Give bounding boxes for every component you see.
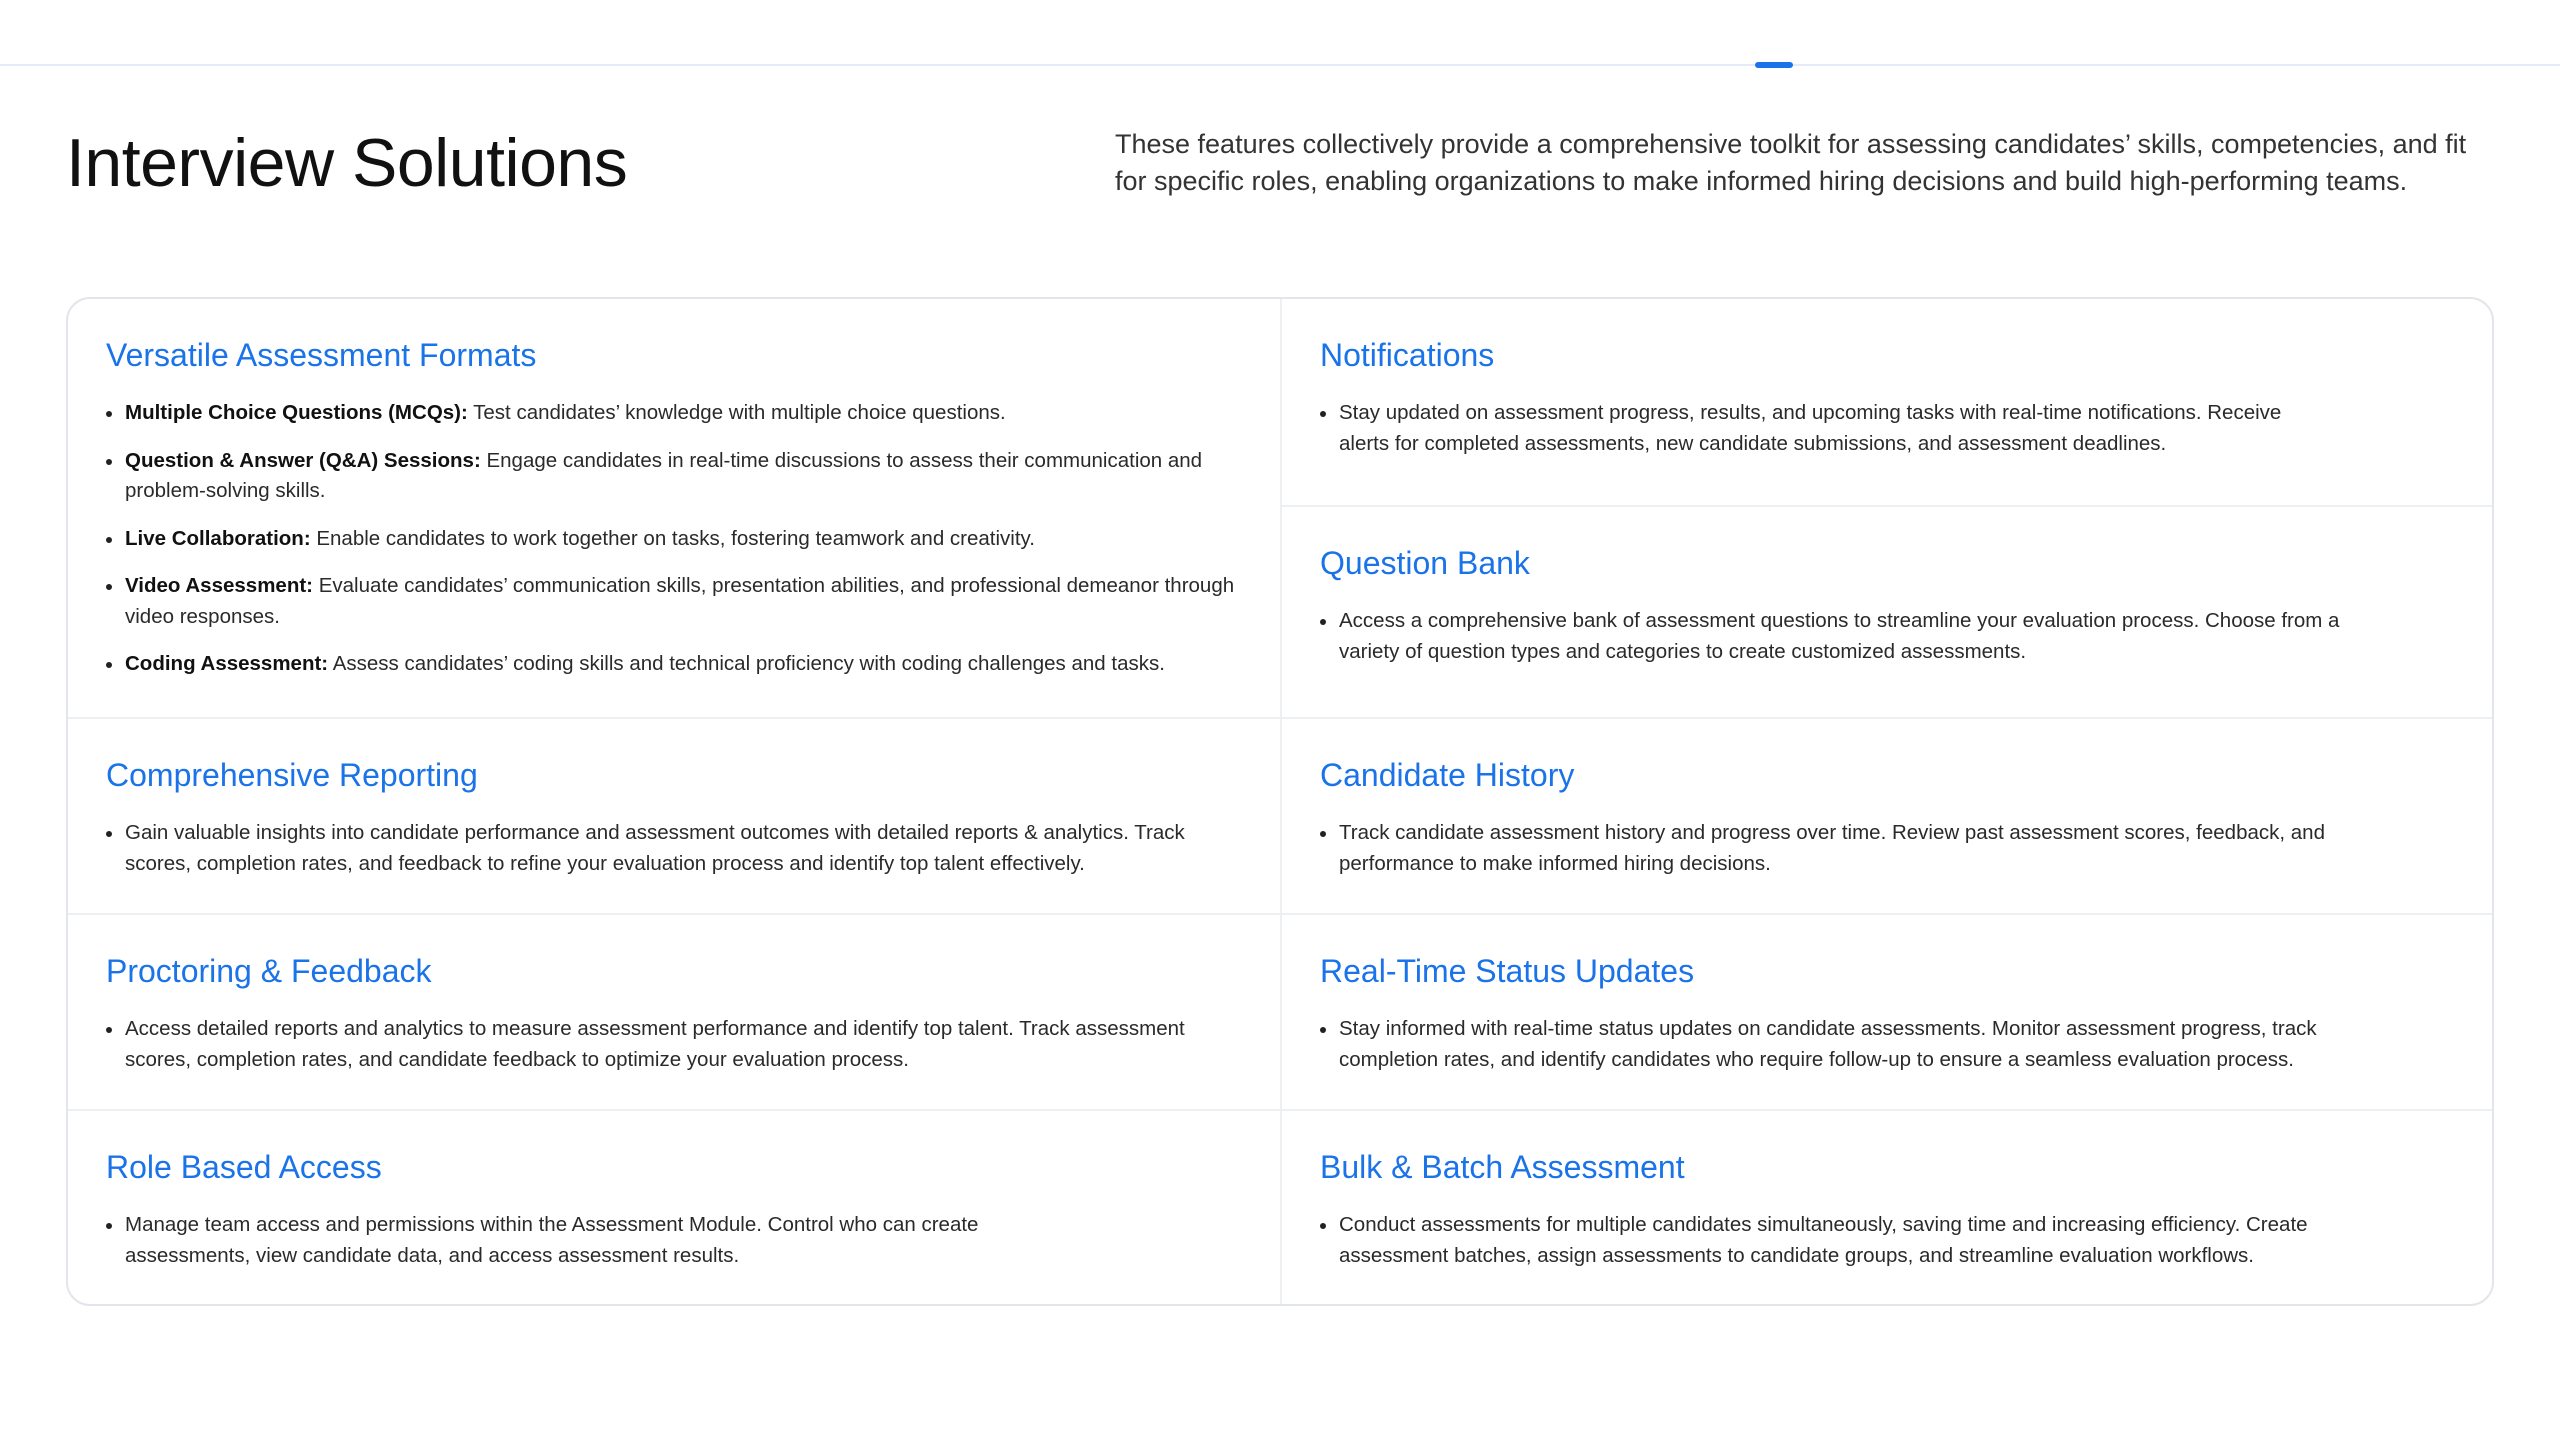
- feature-list: [1320, 1014, 2458, 1075]
- list-item: Track candidate assessment history and progress over time. Review past assessment scores, feedback, and performance to make informed hiring decisions.: [1320, 818, 2350, 879]
- feature-card-real-time-status-updates: [1282, 915, 2494, 1111]
- feature-title: Role Based Access: [106, 1149, 382, 1185]
- feature-title: Real-Time Status Updates: [1320, 953, 1695, 989]
- feature-card-candidate-history: [1282, 719, 2494, 915]
- list-item-text: Engage candidates in real-time discussions to assess their communication and problem-solving skills.: [125, 448, 1203, 502]
- page-title: Interview Solutions: [66, 125, 628, 201]
- feature-card-proctoring-feedback: [68, 915, 1280, 1111]
- list-item: Manage team access and permissions within the Assessment Module. Control who can create assessments, view candidate data, and access assessment results.: [106, 1210, 986, 1271]
- feature-card-role-based-access: [68, 1111, 1280, 1306]
- feature-list: [1320, 398, 2458, 459]
- feature-list: [106, 398, 1242, 680]
- list-item-text: Assess candidates’ coding skills and technical proficiency with coding challenges and tasks.: [328, 652, 1165, 675]
- features-column-right: [1282, 299, 2494, 1306]
- feature-title: Bulk & Batch Assessment: [1320, 1149, 1685, 1185]
- feature-title: Versatile Assessment Formats: [106, 337, 537, 373]
- feature-title: Question Bank: [1320, 545, 1530, 581]
- list-item: [106, 398, 1242, 429]
- list-item-label: Question & Answer (Q&A) Sessions:: [125, 448, 481, 472]
- list-item: Stay informed with real-time status updates on candidate assessments. Monitor assessment progress, track completion rates, and identify candidates who require follow-up to ensure a seamless evaluation process.: [1320, 1014, 2380, 1075]
- feature-list: [1320, 606, 2458, 667]
- hero-section: [66, 120, 2496, 230]
- feature-card-versatile-assessment-formats: [68, 299, 1280, 719]
- list-item-label: Coding Assessment:: [125, 652, 329, 675]
- list-item-label: Multiple Choice Questions (MCQs):: [125, 401, 468, 424]
- list-item: Gain valuable insights into candidate performance and assessment outcomes with detailed reports & analytics. Track scores, completion rates, and feedback to refine your evaluation process and identify top talent effectively.: [106, 818, 1242, 879]
- list-item: Conduct assessments for multiple candidates simultaneously, saving time and increasing efficiency. Create assessment batches, assign assessments to candidate groups, and streamline evaluation workflows.: [1320, 1210, 2380, 1271]
- feature-card-comprehensive-reporting: [68, 719, 1280, 915]
- active-tab-indicator: [1755, 62, 1793, 68]
- feature-title: Proctoring & Feedback: [106, 953, 432, 989]
- feature-list: [1320, 818, 2458, 879]
- list-item-text: Evaluate candidates’ communication skills, presentation abilities, and professional demeanor through video responses.: [125, 574, 1235, 628]
- feature-title: Notifications: [1320, 337, 1495, 373]
- list-item: [106, 524, 1242, 555]
- features-grid: [66, 297, 2494, 1306]
- list-item: [106, 649, 1242, 680]
- feature-list: [106, 1014, 1242, 1075]
- list-item-text: Test candidates’ knowledge with multiple choice questions.: [467, 401, 1006, 424]
- feature-title: Candidate History: [1320, 757, 1575, 793]
- feature-list: [106, 1210, 1242, 1271]
- list-item: Access detailed reports and analytics to measure assessment performance and identify top talent. Track assessment scores, completion rates, and candidate feedback to optimize your evaluation process.: [106, 1014, 1242, 1075]
- feature-title: Comprehensive Reporting: [106, 757, 478, 793]
- feature-card-bulk-batch-assessment: [1282, 1111, 2494, 1306]
- list-item: Access a comprehensive bank of assessment questions to streamline your evaluation process. Choose from a variety of question types and categories to create customized assessments.: [1320, 606, 2340, 667]
- list-item: [106, 571, 1242, 632]
- top-navigation-bar: [0, 0, 2560, 66]
- list-item-text: Enable candidates to work together on tasks, fostering teamwork and creativity.: [310, 526, 1035, 550]
- feature-card-question-bank: [1282, 507, 2494, 719]
- page-description: These features collectively provide a comprehensive toolkit for assessing candidates’ skills, competencies, and fit for specific roles, enabling organizations to make informed hiring decisions and build high-performing teams.: [1115, 129, 2467, 196]
- list-item: [106, 446, 1242, 507]
- list-item-label: Live Collaboration:: [125, 526, 311, 550]
- feature-list: [106, 818, 1242, 879]
- features-column-left: [68, 299, 1282, 1306]
- feature-list: [1320, 1210, 2458, 1271]
- list-item-label: Video Assessment:: [125, 574, 313, 597]
- list-item: Stay updated on assessment progress, results, and upcoming tasks with real-time notifications. Receive alerts for completed assessments, new candidate submissions, and assessment deadlines.: [1320, 398, 2330, 459]
- feature-card-notifications: [1282, 299, 2494, 507]
